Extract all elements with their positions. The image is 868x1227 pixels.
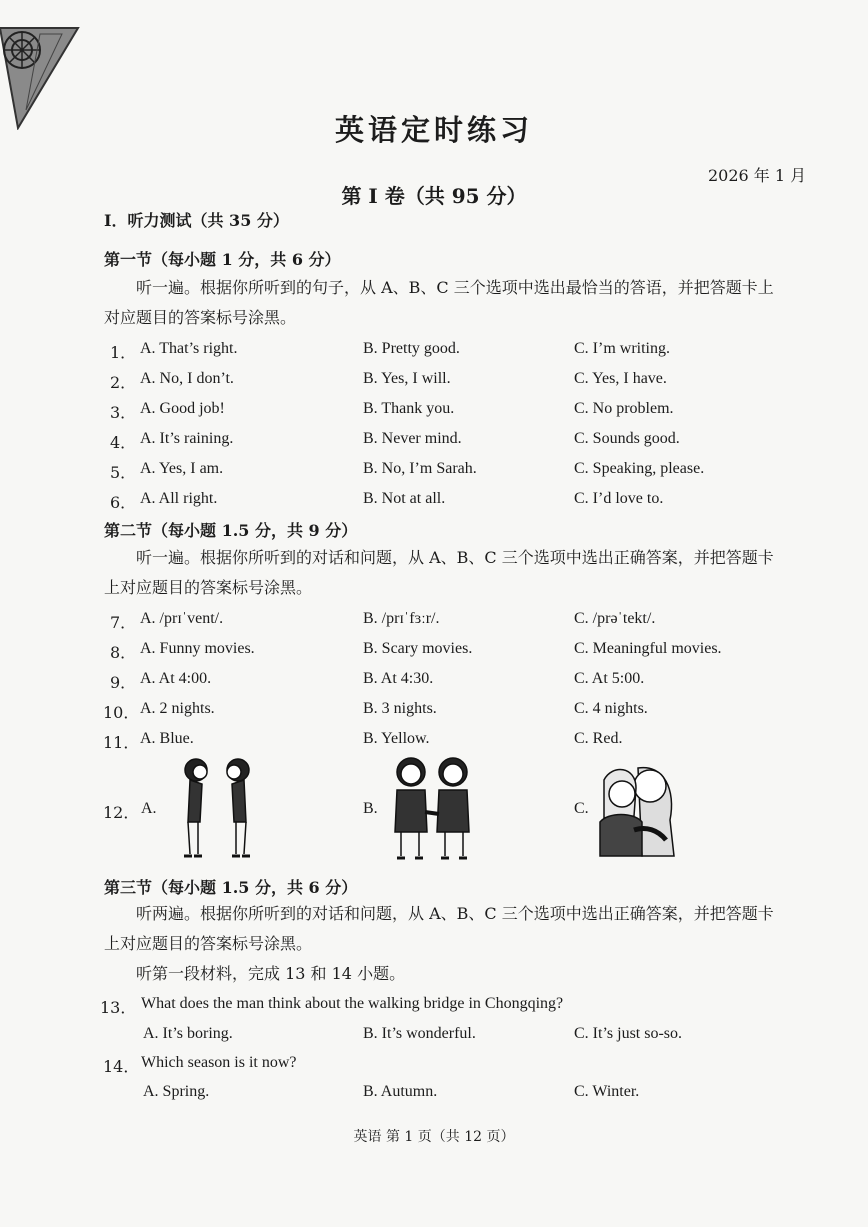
option-a: A. At 4:00.: [140, 670, 212, 687]
option-c: C. No problem.: [574, 400, 674, 417]
question-number: 10．: [103, 703, 140, 722]
option-a: A. It’s raining.: [140, 430, 234, 447]
question-number: 4．: [110, 433, 137, 452]
question-stem: Which season is it now?: [141, 1054, 297, 1071]
question-number: 9．: [110, 673, 137, 692]
option-c: C. /prəˈtekt/.: [574, 610, 656, 627]
option-a: A. All right.: [140, 490, 218, 507]
option-a: A. Funny movies.: [140, 640, 255, 657]
bowing-people-picture: [162, 752, 272, 862]
question-number: 14．: [103, 1057, 140, 1076]
subsection-1-instruction-line2: 对应题目的答案标号涂黑。: [104, 308, 297, 327]
subsection-2-instruction-line2: 上对应题目的答案标号涂黑。: [104, 578, 313, 597]
option-c: C. Yes, I have.: [574, 370, 667, 387]
subsection-2-title: 第二节（每小题 1.5 分，共 9 分）: [104, 521, 358, 540]
subsection-3-title: 第三节（每小题 1.5 分，共 6 分）: [104, 878, 358, 897]
option-a: A. No, I don’t.: [140, 370, 234, 387]
option-c: C. I’d love to.: [574, 490, 664, 507]
subsection-1-instruction-line1: 听一遍。根据你所听到的句子，从 A、B、C 三个选项中选出最恰当的答语，并把答题卡上: [136, 278, 774, 297]
option-b: B. Yes, I will.: [363, 370, 451, 387]
question-number: 13．: [100, 998, 137, 1017]
option-b: B. Not at all.: [363, 490, 446, 507]
option-b: B. Yellow.: [363, 730, 430, 747]
option-a: A. 2 nights.: [140, 700, 215, 717]
option-a: A. It’s boring.: [143, 1025, 233, 1042]
part-title: 第 I 卷（共 95 分）: [341, 184, 527, 208]
option-c: C.: [574, 800, 589, 817]
question-number: 8．: [110, 643, 137, 662]
question-number: 3．: [110, 403, 137, 422]
option-a: A. Yes, I am.: [140, 460, 224, 477]
hugging-people-picture: [594, 760, 678, 860]
exam-date: 2026 年 1 月: [708, 166, 807, 185]
option-c: C. Winter.: [574, 1083, 640, 1100]
option-c: C. At 5:00.: [574, 670, 645, 687]
option-b: B. At 4:30.: [363, 670, 434, 687]
option-b: B. Autumn.: [363, 1083, 438, 1100]
option-c: C. Red.: [574, 730, 623, 747]
handshake-picture: [383, 752, 483, 864]
option-b: B. /prɪˈfɜːr/.: [363, 610, 440, 627]
option-a: A. Good job!: [140, 400, 225, 417]
option-a: A. Spring.: [143, 1083, 210, 1100]
option-c: C. Speaking, please.: [574, 460, 705, 477]
question-number: 7．: [110, 613, 137, 632]
option-c: C. Sounds good.: [574, 430, 680, 447]
question-number: 5．: [110, 463, 137, 482]
subsection-2-instruction-line1: 听一遍。根据你所听到的对话和问题，从 A、B、C 三个选项中选出正确答案，并把答题卡: [136, 548, 774, 567]
question-number: 6．: [110, 493, 137, 512]
option-b: B. Never mind.: [363, 430, 462, 447]
subsection-3-instruction-line1: 听两遍。根据你所听到的对话和问题，从 A、B、C 三个选项中选出正确答案，并把答题卡: [136, 904, 774, 923]
question-number: 12．: [103, 803, 140, 822]
option-a: A. /prɪˈvent/.: [140, 610, 224, 627]
option-b: B. Scary movies.: [363, 640, 473, 657]
option-a: A. That’s right.: [140, 340, 238, 357]
subsection-3-instruction-line2: 上对应题目的答案标号涂黑。: [104, 934, 313, 953]
page-footer: 英语 第 1 页（共 12 页）: [353, 1129, 515, 1145]
option-a: A. Blue.: [140, 730, 194, 747]
question-number: 11．: [103, 733, 140, 752]
option-b: B. Thank you.: [363, 400, 455, 417]
question-number: 1．: [110, 343, 137, 362]
option-b: B. Pretty good.: [363, 340, 460, 357]
option-c: C. 4 nights.: [574, 700, 648, 717]
option-a: A.: [141, 800, 157, 817]
section-title-listening: Ⅰ．听力测试（共 35 分）: [104, 211, 289, 230]
question-number: 2．: [110, 373, 137, 392]
option-b: B. No, I’m Sarah.: [363, 460, 477, 477]
option-c: C. It’s just so-so.: [574, 1025, 683, 1042]
question-stem: What does the man think about the walking bridge in Chongqing?: [141, 995, 564, 1012]
page-title: 英语定时练习: [334, 113, 533, 147]
option-b: B. It’s wonderful.: [363, 1025, 476, 1042]
option-c: C. I’m writing.: [574, 340, 670, 357]
option-b: B. 3 nights.: [363, 700, 437, 717]
subsection-3-instruction-line3: 听第一段材料，完成 13 和 14 小题。: [136, 964, 406, 983]
subsection-1-title: 第一节（每小题 1 分，共 6 分）: [104, 250, 341, 269]
option-c: C. Meaningful movies.: [574, 640, 722, 657]
option-b: B.: [363, 800, 378, 817]
